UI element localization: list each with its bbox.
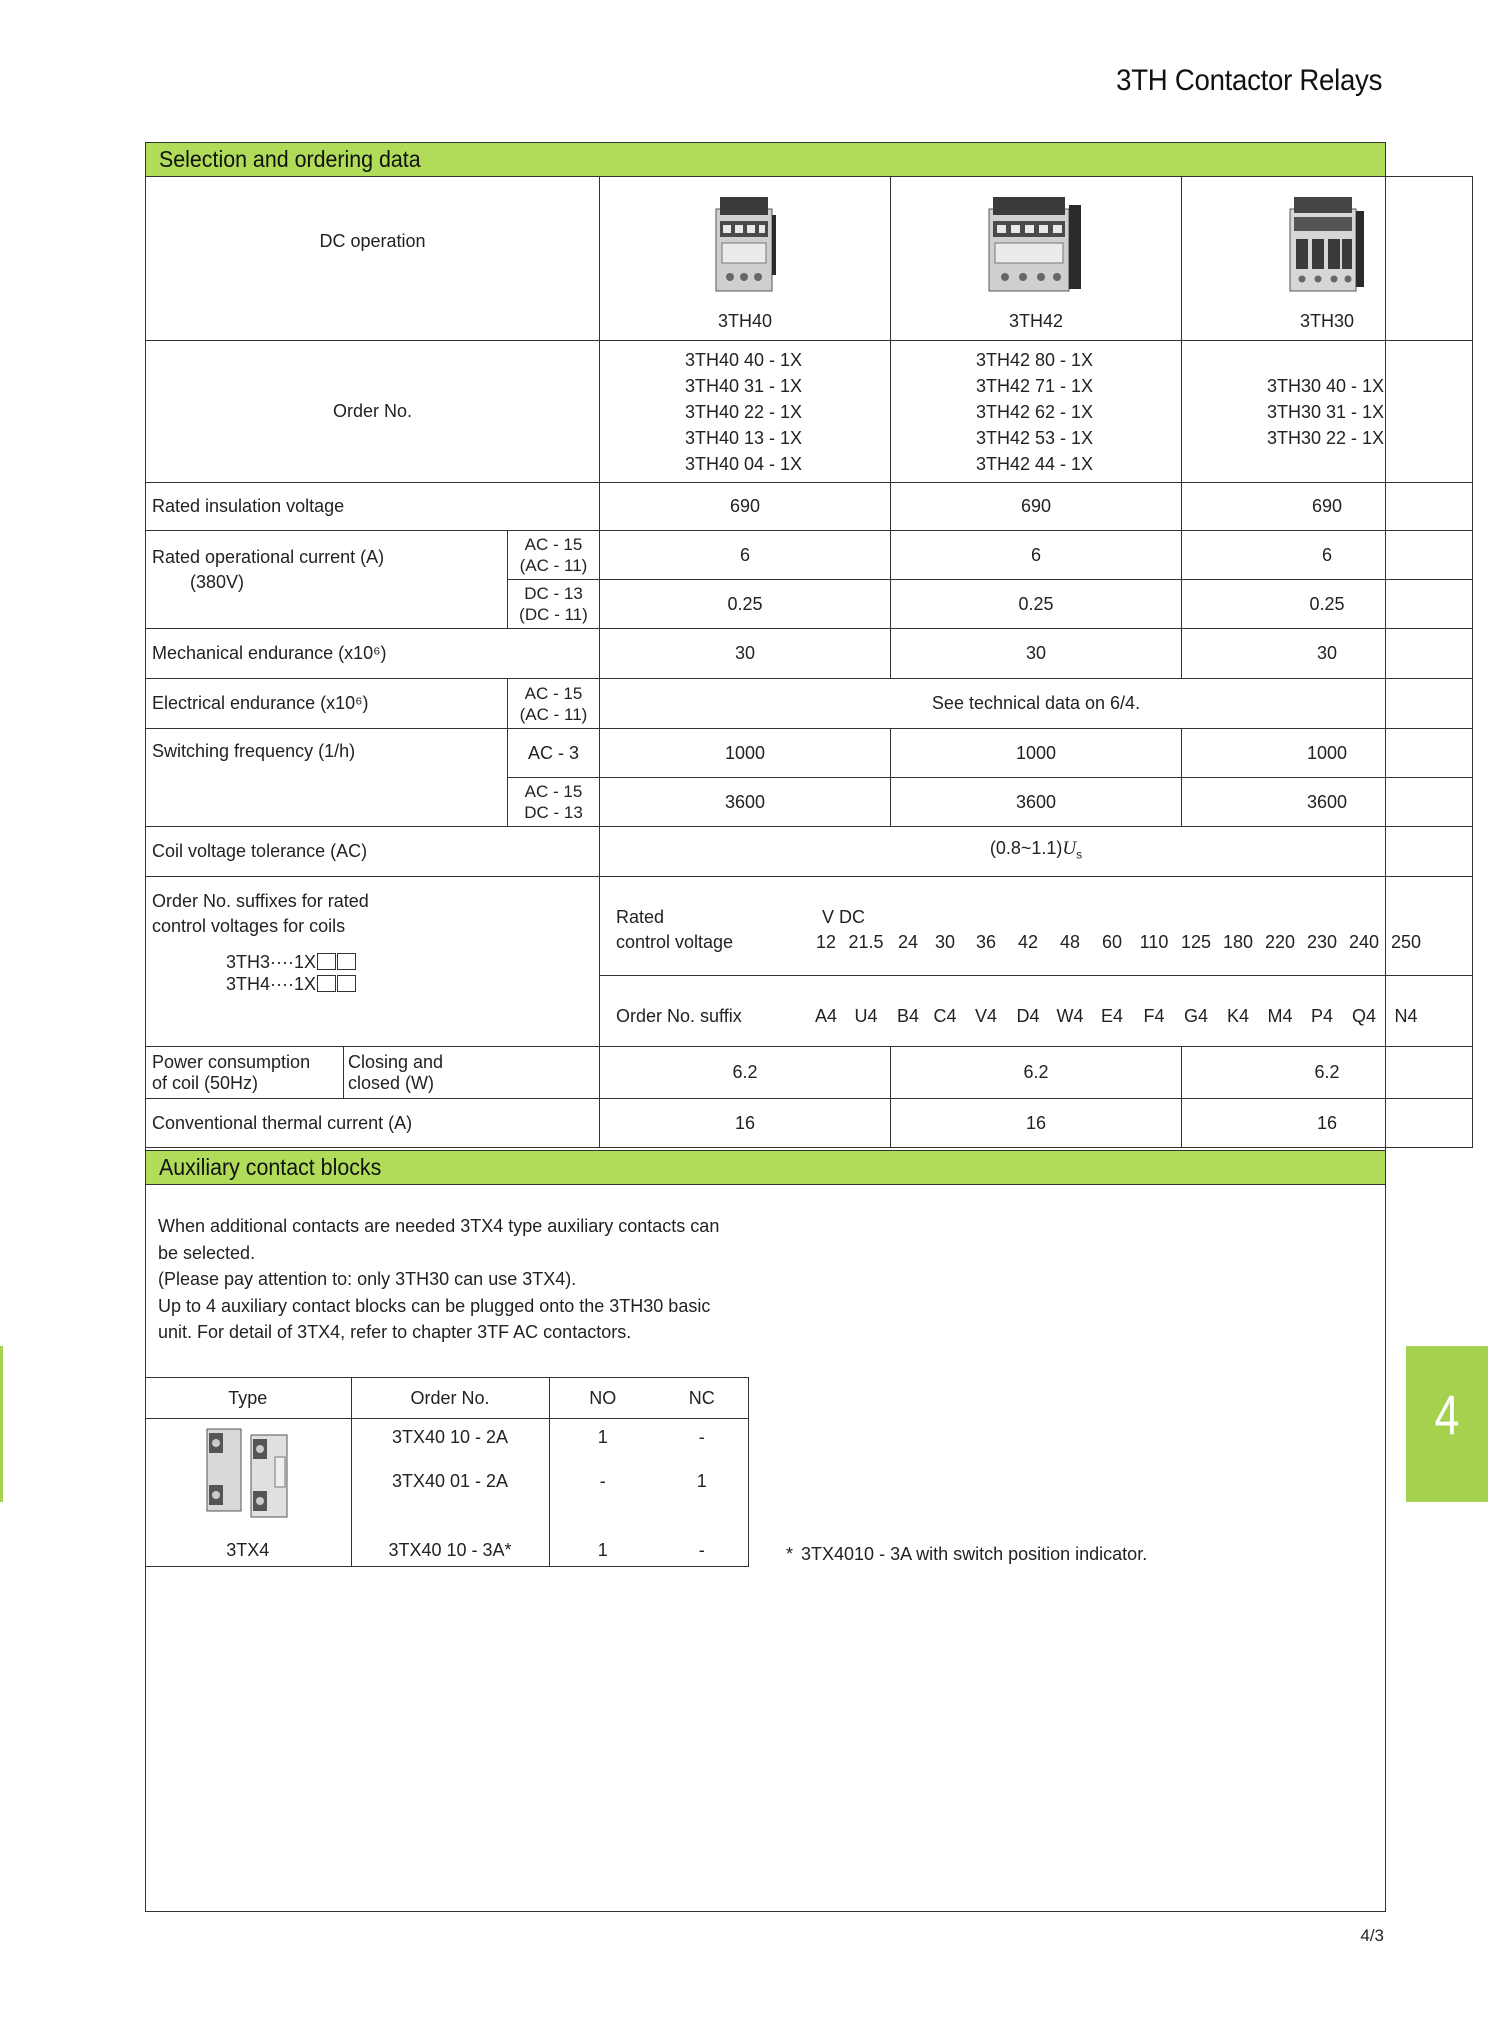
voltage-value: 240	[1348, 932, 1380, 952]
order-number: 3TH42 44 - 1X	[976, 453, 1094, 474]
placeholder-box	[317, 953, 336, 970]
label-line: control voltage	[616, 932, 734, 952]
suffix-code: G4	[1183, 1006, 1208, 1026]
suffix-label: Order No. suffix	[616, 1006, 742, 1026]
switching-frequency-label: Switching frequency (1/h)	[146, 729, 508, 827]
table-cell: 3600	[600, 778, 891, 827]
table-cell: 3600	[1182, 778, 1473, 827]
order-number: 3TH40 22 - 1X	[685, 401, 803, 422]
voltage-value: 12	[815, 932, 837, 952]
suffix-code: K4	[1226, 1006, 1250, 1026]
order-number: 3TH40 31 - 1X	[685, 375, 803, 396]
voltage-value: 36	[975, 932, 997, 952]
order-number: 3TH40 40 - 1X	[685, 349, 803, 370]
voltage-value: 60	[1101, 932, 1123, 952]
order-number: 3TX40 10 - 3A*	[351, 1511, 549, 1567]
table-cell: 16	[600, 1099, 891, 1148]
sub-line: AC - 15	[524, 535, 583, 554]
table-cell: 6.2	[1182, 1047, 1473, 1099]
order-number: 3TH30 22 - 1X	[1267, 427, 1385, 448]
footnote-text: 3TX4010 - 3A with switch position indicator.	[801, 1544, 1148, 1564]
order-number: 3TX40 10 - 2A	[351, 1419, 549, 1453]
order-number: 3TH30 40 - 1X	[1267, 375, 1385, 396]
ac15-dc13-sub-label	[508, 778, 600, 827]
page-number: 4/3	[1360, 1926, 1384, 1945]
suffix-code: V4	[974, 1006, 998, 1026]
sub-line: (AC - 11)	[519, 704, 588, 724]
no-value: -	[599, 1471, 606, 1491]
dc-operation-label: DC operation	[146, 177, 600, 341]
section-header-auxiliary	[145, 1150, 1386, 1185]
order-number: 3TH42 53 - 1X	[976, 427, 1094, 448]
voltage-row	[600, 877, 1472, 976]
sub-line: DC - 13	[524, 803, 583, 822]
suffix-code: A4	[814, 1006, 838, 1026]
placeholder-box	[317, 975, 336, 992]
voltage-value: 42	[1017, 932, 1039, 952]
no-value: 1	[597, 1427, 608, 1447]
sub-line: (DC - 11)	[519, 605, 588, 624]
ac3-sub-label: AC - 3	[508, 729, 600, 778]
label-line: (380V)	[190, 572, 245, 592]
text-line: unit. For detail of 3TX4, refer to chapter 3TF AC contactors.	[158, 1322, 632, 1342]
footnote	[786, 1544, 1147, 1565]
unit-label: V DC	[822, 907, 866, 927]
auxiliary-description	[158, 1213, 758, 1346]
auxiliary-table	[145, 1377, 749, 1567]
table-cell: 690	[891, 483, 1182, 531]
table-cell: 0.25	[891, 580, 1182, 629]
model-label: 3TH30	[1299, 311, 1355, 331]
sub-line: (AC - 11)	[519, 556, 588, 575]
text-line: Up to 4 auxiliary contact blocks can be plugged onto the 3TH30 basic	[158, 1295, 711, 1316]
sub-line: AC - 15	[524, 782, 583, 801]
auxiliary-block-image	[203, 1427, 295, 1519]
suffix-codes	[811, 1004, 1427, 1029]
product-3th40	[600, 177, 891, 341]
voltage-suffix-cell	[600, 877, 1473, 1047]
table-cell: 16	[1182, 1099, 1473, 1148]
order-number: 3TX40 01 - 2A	[351, 1453, 549, 1511]
table-cell: 3600	[891, 778, 1182, 827]
voltage-values	[811, 930, 1427, 955]
nc-value: -	[656, 1511, 748, 1567]
label-line: Rated	[616, 907, 665, 927]
chapter-number: 4	[1434, 1383, 1460, 1446]
thermal-current-label: Conventional thermal current (A)	[146, 1099, 600, 1148]
closing-closed-label	[344, 1047, 600, 1099]
contactor-image	[987, 195, 1085, 295]
type-name: 3TX4	[226, 1540, 270, 1560]
order-number: 3TH40 13 - 1X	[685, 427, 803, 448]
column-header: Order No.	[351, 1378, 549, 1419]
voltage-suffix-block	[600, 877, 1472, 1046]
voltage-value: 250	[1390, 932, 1422, 952]
placeholder-box	[337, 975, 356, 992]
order-number: 3TH42 62 - 1X	[976, 401, 1094, 422]
power-consumption-label	[146, 1047, 344, 1099]
order-numbers-3th30	[1182, 341, 1473, 483]
selection-table	[145, 176, 1473, 1148]
suffix-code: Q4	[1351, 1006, 1376, 1026]
nc-value: -	[656, 1419, 748, 1453]
table-cell: 6	[600, 531, 891, 580]
contactor-image	[714, 195, 776, 295]
suffix-code: N4	[1394, 1006, 1418, 1026]
suffix-code: C4	[933, 1006, 957, 1026]
table-cell: 690	[600, 483, 891, 531]
type-cell	[145, 1419, 351, 1567]
text-line: (Please pay attention to: only 3TH30 can use 3TX4).	[158, 1269, 577, 1289]
table-cell: 6.2	[891, 1047, 1182, 1099]
voltage-value: 110	[1139, 932, 1169, 952]
electrical-sub-label	[508, 679, 600, 729]
electrical-endurance-label: Electrical endurance (x10⁶)	[146, 679, 508, 729]
product-3th30	[1182, 177, 1473, 341]
table-cell: 30	[891, 629, 1182, 679]
label-line: Rated operational current (A)	[152, 547, 385, 567]
dc13-sub-label	[508, 580, 600, 629]
rated-label	[616, 905, 733, 955]
suffix-row	[600, 976, 1472, 1046]
suffix-code: P4	[1310, 1006, 1334, 1026]
label-line: of coil (50Hz)	[152, 1072, 259, 1093]
label-line: Order No. suffixes for rated	[152, 891, 369, 911]
order-number: 3TH40 04 - 1X	[685, 453, 803, 474]
table-cell: 0.25	[600, 580, 891, 629]
label-line: control voltages for coils	[152, 916, 346, 936]
table-cell: 6.2	[600, 1047, 891, 1099]
label-line: Closing and	[348, 1051, 444, 1072]
footnote-marker: *	[786, 1544, 794, 1564]
table-cell: 16	[891, 1099, 1182, 1148]
suffix-code: D4	[1016, 1006, 1040, 1026]
voltage-value: 180	[1222, 932, 1254, 952]
code-text: 3TH4····1X	[226, 974, 317, 994]
order-number: 3TH42 71 - 1X	[976, 375, 1094, 396]
column-header: NC	[656, 1378, 748, 1419]
page-edge-marker	[0, 1346, 3, 1502]
voltage-value: 125	[1180, 932, 1212, 952]
voltage-value: 220	[1264, 932, 1296, 952]
suffixes-label-cell	[146, 877, 600, 1047]
table-cell: 1000	[1182, 729, 1473, 778]
code-line	[152, 973, 593, 995]
suffix-code: F4	[1143, 1006, 1165, 1026]
table-cell: 6	[1182, 531, 1473, 580]
table-cell: 1000	[600, 729, 891, 778]
text-line: be selected.	[158, 1242, 256, 1263]
table-cell: 30	[1182, 629, 1473, 679]
document-title: 3TH Contactor Relays	[1116, 64, 1382, 97]
tolerance-symbol: U	[1062, 837, 1077, 859]
ac15-sub-label	[508, 531, 600, 580]
text-line: When additional contacts are needed 3TX4 type auxiliary contacts can	[158, 1216, 720, 1236]
voltage-value: 48	[1059, 932, 1081, 952]
rated-current-label	[146, 531, 508, 629]
label-line: closed (W)	[348, 1072, 435, 1093]
coil-tolerance-value	[600, 827, 1473, 877]
column-header: Type	[145, 1378, 351, 1419]
order-number: 3TH30 31 - 1X	[1267, 401, 1385, 422]
no-value: 1	[549, 1511, 656, 1567]
table-cell: 690	[1182, 483, 1473, 531]
nc-value: 1	[656, 1453, 748, 1511]
tolerance-subscript: s	[1076, 847, 1083, 862]
table-cell: 6	[891, 531, 1182, 580]
table-cell: 30	[600, 629, 891, 679]
voltage-value: 24	[897, 932, 919, 952]
order-number: 3TH42 80 - 1X	[976, 349, 1094, 370]
suffix-code: B4	[896, 1006, 920, 1026]
label-line: Power consumption	[152, 1051, 311, 1072]
section-title: Selection and ordering data	[159, 146, 421, 172]
rated-insulation-label: Rated insulation voltage	[146, 483, 600, 531]
placeholder-box	[337, 953, 356, 970]
code-line	[152, 951, 593, 973]
tolerance-range: (0.8~1.1)	[989, 837, 1063, 858]
section-header-selection	[145, 142, 1386, 177]
contactor-image	[1288, 195, 1366, 295]
chapter-tab	[1406, 1346, 1488, 1502]
order-numbers-3th42	[891, 341, 1182, 483]
column-header: NO	[549, 1378, 656, 1419]
model-label: 3TH42	[1008, 311, 1064, 331]
sub-line: AC - 15	[524, 683, 583, 703]
voltage-value: 30	[934, 932, 956, 952]
model-label: 3TH40	[717, 311, 773, 331]
product-3th42	[891, 177, 1182, 341]
suffix-code: M4	[1267, 1006, 1293, 1026]
table-cell: 0.25	[1182, 580, 1473, 629]
order-no-label: Order No.	[146, 341, 600, 483]
electrical-endurance-value: See technical data on 6/4.	[600, 679, 1473, 729]
table-cell: 1000	[891, 729, 1182, 778]
suffix-code: U4	[854, 1006, 878, 1026]
voltage-value: 230	[1306, 932, 1338, 952]
suffix-code: W4	[1056, 1006, 1084, 1026]
order-numbers-3th40	[600, 341, 891, 483]
sub-line: DC - 13	[524, 584, 583, 603]
suffix-code: E4	[1100, 1006, 1124, 1026]
mechanical-endurance-label: Mechanical endurance (x10⁶)	[146, 629, 600, 679]
coil-tolerance-label: Coil voltage tolerance (AC)	[146, 827, 600, 877]
voltage-value: 21.5	[848, 932, 884, 952]
code-text: 3TH3····1X	[226, 952, 317, 972]
section-title: Auxiliary contact blocks	[159, 1154, 382, 1180]
